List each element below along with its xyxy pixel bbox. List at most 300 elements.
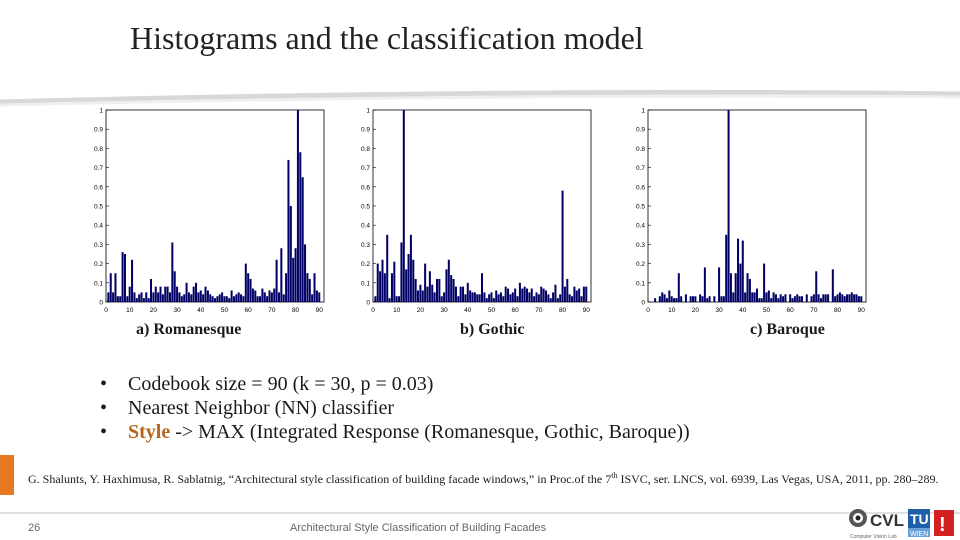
histogram-bar-gothic bbox=[498, 294, 500, 302]
histogram-bar-baroque bbox=[851, 292, 853, 302]
x-tick-label: 40 bbox=[739, 307, 747, 314]
x-tick-label: 60 bbox=[244, 307, 252, 314]
histogram-bar-gothic bbox=[502, 296, 504, 302]
histogram-bar-romanesque bbox=[117, 296, 119, 302]
histogram-bar-romanesque bbox=[164, 287, 166, 302]
histogram-bar-romanesque bbox=[231, 290, 233, 302]
histogram-bar-romanesque bbox=[240, 294, 242, 302]
histogram-bar-romanesque bbox=[190, 294, 192, 302]
histogram-bar-gothic bbox=[391, 273, 393, 302]
histogram-bar-romanesque bbox=[110, 273, 112, 302]
x-tick-label: 0 bbox=[646, 307, 650, 314]
histogram-bar-baroque bbox=[732, 292, 734, 302]
x-tick-label: 70 bbox=[535, 307, 543, 314]
histogram-bar-gothic bbox=[393, 262, 395, 302]
histogram-bar-baroque bbox=[737, 239, 739, 302]
histogram-bar-romanesque bbox=[209, 294, 211, 302]
histogram-bar-baroque bbox=[763, 264, 765, 302]
x-tick-label: 30 bbox=[715, 307, 723, 314]
histogram-bar-baroque bbox=[782, 296, 784, 302]
histogram-bar-romanesque bbox=[221, 292, 223, 302]
footer-title: Architectural Style Classification of Building Facades bbox=[290, 522, 547, 534]
x-tick-label: 10 bbox=[393, 307, 401, 314]
y-tick-label: 0 bbox=[641, 299, 645, 307]
y-tick-label: 0.9 bbox=[360, 126, 370, 134]
histogram-bar-baroque bbox=[773, 292, 775, 302]
x-tick-label: 60 bbox=[511, 307, 519, 314]
y-tick-label: 0.3 bbox=[635, 241, 645, 249]
histogram-bar-gothic bbox=[521, 289, 523, 302]
logo-subtitle: Computer Vision Lab bbox=[850, 534, 897, 540]
histogram-bar-baroque bbox=[846, 294, 848, 302]
histogram-bar-romanesque bbox=[193, 287, 195, 302]
histogram-bar-romanesque bbox=[311, 294, 313, 302]
histogram-bar-gothic bbox=[581, 296, 583, 302]
histogram-bar-romanesque bbox=[205, 287, 207, 302]
histogram-bar-romanesque bbox=[186, 283, 188, 302]
histogram-bar-romanesque bbox=[212, 296, 214, 302]
histogram-bar-romanesque bbox=[136, 298, 138, 302]
histogram-bar-gothic bbox=[450, 275, 452, 302]
histogram-bar-baroque bbox=[704, 267, 706, 302]
logo-cvl-text: CVL bbox=[870, 511, 904, 530]
y-tick-label: 0.5 bbox=[635, 203, 645, 211]
histogram-bar-romanesque bbox=[197, 292, 199, 302]
y-tick-label: 0.1 bbox=[635, 280, 645, 288]
reference-text-end: ISVC, ser. LNCS, vol. 6939, Las Vegas, USA, 2011, pp. 280–289. bbox=[617, 472, 939, 486]
x-tick-label: 20 bbox=[149, 307, 158, 314]
histogram-bar-gothic bbox=[403, 110, 405, 302]
histogram-bar-baroque bbox=[747, 273, 749, 302]
histogram-bar-romanesque bbox=[283, 294, 285, 302]
histogram-bar-gothic bbox=[476, 294, 478, 302]
histogram-bar-gothic bbox=[576, 290, 578, 302]
histogram-bar-romanesque bbox=[141, 292, 143, 302]
histogram-bar-baroque bbox=[853, 294, 855, 302]
histogram-bar-gothic bbox=[424, 264, 426, 302]
histogram-bar-romanesque bbox=[309, 279, 311, 302]
histogram-bar-gothic bbox=[408, 254, 410, 302]
histogram-bar-romanesque bbox=[264, 292, 266, 302]
histogram-bar-romanesque bbox=[235, 294, 237, 302]
y-tick-label: 0.4 bbox=[360, 222, 370, 230]
histogram-bar-gothic bbox=[453, 279, 455, 302]
footer-divider bbox=[0, 512, 960, 514]
histogram-bar-gothic bbox=[495, 290, 497, 302]
x-tick-label: 90 bbox=[582, 307, 590, 314]
histogram-bar-baroque bbox=[768, 290, 770, 302]
histogram-bar-baroque bbox=[832, 269, 834, 302]
histogram-bar-romanesque bbox=[145, 292, 147, 302]
histogram-baroque bbox=[628, 104, 868, 322]
x-tick-label: 70 bbox=[268, 307, 276, 314]
histogram-bar-romanesque bbox=[178, 292, 180, 302]
y-tick-label: 0.4 bbox=[635, 222, 645, 230]
histogram-bar-romanesque bbox=[245, 264, 247, 302]
histogram-bar-romanesque bbox=[183, 294, 185, 302]
slide-title: Histograms and the classification model bbox=[130, 20, 644, 56]
histogram-bar-gothic bbox=[462, 287, 464, 302]
y-tick-label: 1 bbox=[99, 107, 103, 115]
histogram-bar-baroque bbox=[827, 294, 829, 302]
logo-wien-text: WIEN bbox=[910, 531, 929, 538]
bullet-classifier: • Nearest Neighbor (NN) classifier bbox=[100, 396, 690, 420]
histogram-bar-romanesque bbox=[162, 294, 164, 302]
histogram-bar-romanesque bbox=[273, 289, 275, 302]
histogram-bar-gothic bbox=[426, 287, 428, 302]
x-tick-label: 10 bbox=[668, 307, 676, 314]
histogram-bar-gothic bbox=[526, 289, 528, 302]
histogram-bar-baroque bbox=[758, 298, 760, 302]
histogram-bar-romanesque bbox=[195, 283, 197, 302]
y-tick-label: 0 bbox=[366, 299, 370, 307]
histogram-bar-romanesque bbox=[266, 296, 268, 302]
histogram-bar-baroque bbox=[723, 296, 725, 302]
histogram-bar-gothic bbox=[400, 242, 402, 302]
x-tick-label: 20 bbox=[691, 307, 700, 314]
x-tick-label: 50 bbox=[220, 307, 229, 314]
caption-romanesque: a) Romanesque bbox=[136, 321, 242, 338]
y-tick-label: 0.6 bbox=[93, 184, 103, 192]
histogram-bar-romanesque bbox=[155, 287, 157, 302]
histogram-bar-baroque bbox=[825, 294, 827, 302]
histogram-bar-romanesque bbox=[112, 292, 114, 302]
histogram-bar-gothic bbox=[509, 294, 511, 302]
histogram-bar-baroque bbox=[742, 241, 744, 302]
bullet-list bbox=[100, 372, 690, 444]
histogram-bar-gothic bbox=[562, 191, 564, 302]
histogram-bar-gothic bbox=[464, 294, 466, 302]
reference-accent-bar bbox=[0, 455, 14, 495]
histogram-bar-romanesque bbox=[238, 292, 240, 302]
histogram-bar-romanesque bbox=[268, 290, 270, 302]
histogram-bar-gothic bbox=[389, 298, 391, 302]
x-tick-label: 0 bbox=[104, 307, 108, 314]
histogram-bar-gothic bbox=[472, 292, 474, 302]
histogram-bar-romanesque bbox=[261, 289, 263, 302]
histogram-bar-gothic bbox=[554, 285, 556, 302]
histogram-bar-romanesque bbox=[143, 298, 145, 302]
histogram-bar-romanesque bbox=[202, 294, 204, 302]
histogram-bar-baroque bbox=[706, 298, 708, 302]
caption-baroque: c) Baroque bbox=[750, 321, 825, 338]
y-tick-label: 1 bbox=[641, 107, 645, 115]
histogram-bar-romanesque bbox=[119, 296, 121, 302]
histogram-bar-romanesque bbox=[233, 296, 235, 302]
histogram-bar-romanesque bbox=[302, 177, 304, 302]
histogram-bar-romanesque bbox=[124, 254, 126, 302]
y-tick-label: 0 bbox=[99, 299, 103, 307]
histogram-bar-romanesque bbox=[157, 292, 159, 302]
histogram-bar-gothic bbox=[481, 273, 483, 302]
histogram-bar-gothic bbox=[566, 279, 568, 302]
histogram-bar-romanesque bbox=[216, 296, 218, 302]
style-keyword: Style bbox=[128, 421, 171, 443]
histogram-bar-romanesque bbox=[316, 290, 318, 302]
histogram-bar-baroque bbox=[848, 294, 850, 302]
histogram-bar-romanesque bbox=[314, 273, 316, 302]
histogram-bar-gothic bbox=[528, 292, 530, 302]
histogram-bar-gothic bbox=[379, 271, 381, 302]
histogram-bar-romanesque bbox=[297, 110, 299, 302]
histogram-bar-gothic bbox=[583, 287, 585, 302]
logo-exclamation: ! bbox=[939, 514, 946, 536]
histogram-bar-baroque bbox=[725, 235, 727, 302]
y-tick-label: 0.7 bbox=[93, 165, 103, 173]
x-tick-label: 40 bbox=[464, 307, 472, 314]
x-tick-label: 50 bbox=[762, 307, 771, 314]
histogram-bar-baroque bbox=[680, 296, 682, 302]
histogram-bar-gothic bbox=[422, 290, 424, 302]
histogram-bar-gothic bbox=[559, 294, 561, 302]
x-tick-label: 80 bbox=[291, 307, 300, 314]
histogram-bar-gothic bbox=[457, 296, 459, 302]
histogram-bar-baroque bbox=[659, 296, 661, 302]
reference-citation bbox=[28, 471, 938, 487]
x-tick-label: 90 bbox=[857, 307, 865, 314]
histogram-bar-gothic bbox=[573, 287, 575, 302]
histogram-bar-baroque bbox=[761, 298, 763, 302]
histogram-bar-romanesque bbox=[133, 292, 135, 302]
histogram-bar-gothic bbox=[438, 279, 440, 302]
y-tick-label: 1 bbox=[366, 107, 370, 115]
histogram-bar-baroque bbox=[822, 294, 824, 302]
histogram-bar-gothic bbox=[493, 298, 495, 302]
histogram-bar-gothic bbox=[384, 273, 386, 302]
histogram-bar-baroque bbox=[675, 298, 677, 302]
histogram-bar-baroque bbox=[756, 289, 758, 302]
histogram-bar-romanesque bbox=[306, 273, 308, 302]
caption-gothic: b) Gothic bbox=[460, 321, 525, 338]
histogram-bar-baroque bbox=[739, 264, 741, 302]
histogram-bar-romanesque bbox=[228, 298, 230, 302]
histogram-bar-gothic bbox=[512, 292, 514, 302]
x-tick-label: 80 bbox=[833, 307, 842, 314]
histogram-bar-baroque bbox=[751, 292, 753, 302]
histogram-bar-baroque bbox=[699, 294, 701, 302]
x-tick-label: 80 bbox=[558, 307, 567, 314]
histogram-bar-gothic bbox=[455, 287, 457, 302]
histogram-bar-baroque bbox=[858, 296, 860, 302]
histogram-bar-gothic bbox=[460, 287, 462, 302]
histogram-bar-baroque bbox=[673, 298, 675, 302]
y-tick-label: 0.9 bbox=[635, 126, 645, 134]
histogram-bar-romanesque bbox=[304, 244, 306, 302]
histogram-bar-gothic bbox=[550, 298, 552, 302]
histogram-bar-baroque bbox=[720, 296, 722, 302]
y-tick-label: 0.4 bbox=[93, 222, 103, 230]
x-tick-label: 70 bbox=[810, 307, 818, 314]
histogram-bar-romanesque bbox=[299, 152, 301, 302]
histogram-bar-gothic bbox=[545, 290, 547, 302]
histogram-bar-gothic bbox=[507, 289, 509, 302]
histogram-bar-gothic bbox=[415, 279, 417, 302]
histogram-bar-gothic bbox=[410, 235, 412, 302]
histogram-bar-baroque bbox=[844, 296, 846, 302]
y-tick-label: 0.8 bbox=[635, 145, 645, 153]
histogram-bar-romanesque bbox=[167, 287, 169, 302]
histogram-bar-romanesque bbox=[148, 298, 150, 302]
histogram-bar-baroque bbox=[692, 296, 694, 302]
histogram-bar-baroque bbox=[792, 298, 794, 302]
histogram-bar-baroque bbox=[806, 294, 808, 302]
histogram-bar-baroque bbox=[728, 110, 730, 302]
histogram-bar-gothic bbox=[448, 260, 450, 302]
histogram-bar-romanesque bbox=[181, 296, 183, 302]
histogram-bar-baroque bbox=[713, 296, 715, 302]
histogram-bar-gothic bbox=[431, 285, 433, 302]
histogram-bar-baroque bbox=[661, 292, 663, 302]
histogram-bar-gothic bbox=[571, 296, 573, 302]
y-tick-label: 0.2 bbox=[360, 261, 370, 269]
histogram-bar-baroque bbox=[775, 294, 777, 302]
style-rule-text: -> MAX (Integrated Response (Romanesque, Gothic, Baroque)) bbox=[170, 421, 690, 443]
y-tick-label: 0.9 bbox=[93, 126, 103, 134]
histogram-bar-gothic bbox=[429, 271, 431, 302]
histogram-bar-baroque bbox=[749, 279, 751, 302]
y-tick-label: 0.2 bbox=[93, 261, 103, 269]
histogram-bar-baroque bbox=[777, 298, 779, 302]
histogram-bar-romanesque bbox=[131, 260, 133, 302]
histogram-bar-baroque bbox=[841, 294, 843, 302]
reference-text-start: G. Shalunts, Y. Haxhimusa, R. Sablatnig, “Architectural style classification of building facade windows,” in Proc.of the 7 bbox=[28, 472, 612, 486]
y-tick-label: 0.3 bbox=[93, 241, 103, 249]
histogram-bar-gothic bbox=[398, 296, 400, 302]
histogram-bar-baroque bbox=[794, 296, 796, 302]
histogram-bar-romanesque bbox=[122, 252, 124, 302]
histogram-bar-romanesque bbox=[290, 206, 292, 302]
histogram-bar-baroque bbox=[801, 296, 803, 302]
histogram-bar-baroque bbox=[820, 298, 822, 302]
reference-superscript: th bbox=[611, 471, 618, 480]
histogram-romanesque bbox=[86, 104, 326, 322]
x-tick-label: 0 bbox=[371, 307, 375, 314]
histogram-bar-gothic bbox=[578, 289, 580, 302]
y-tick-label: 0.6 bbox=[360, 184, 370, 192]
histogram-bar-gothic bbox=[469, 290, 471, 302]
y-tick-label: 0.3 bbox=[360, 241, 370, 249]
logo-tu-text: TU bbox=[910, 511, 929, 527]
histogram-bar-gothic bbox=[374, 296, 376, 302]
histogram-bar-romanesque bbox=[219, 294, 221, 302]
y-tick-label: 0.1 bbox=[93, 280, 103, 288]
histogram-bar-romanesque bbox=[247, 273, 249, 302]
histogram-bar-baroque bbox=[796, 294, 798, 302]
histogram-bar-baroque bbox=[718, 267, 720, 302]
histogram-bar-romanesque bbox=[280, 248, 282, 302]
histogram-bar-gothic bbox=[569, 294, 571, 302]
histogram-bar-romanesque bbox=[278, 292, 280, 302]
histogram-bar-gothic bbox=[517, 296, 519, 302]
histogram-bar-romanesque bbox=[252, 289, 254, 302]
y-tick-label: 0.2 bbox=[635, 261, 645, 269]
histogram-bar-baroque bbox=[690, 296, 692, 302]
y-tick-label: 0.8 bbox=[360, 145, 370, 153]
bullet-codebook: • Codebook size = 90 (k = 30, p = 0.03) bbox=[100, 372, 690, 396]
y-tick-label: 0.5 bbox=[360, 203, 370, 211]
histogram-bar-baroque bbox=[810, 296, 812, 302]
histogram-bar-baroque bbox=[668, 290, 670, 302]
histogram-bar-baroque bbox=[730, 273, 732, 302]
histogram-bar-baroque bbox=[754, 292, 756, 302]
histogram-bar-gothic bbox=[479, 294, 481, 302]
histogram-bar-gothic bbox=[377, 264, 379, 302]
y-tick-label: 0.8 bbox=[93, 145, 103, 153]
histogram-bar-romanesque bbox=[207, 290, 209, 302]
x-tick-label: 20 bbox=[416, 307, 425, 314]
histogram-bar-romanesque bbox=[214, 298, 216, 302]
histogram-bar-gothic bbox=[434, 292, 436, 302]
histogram-bar-romanesque bbox=[254, 290, 256, 302]
x-tick-label: 30 bbox=[440, 307, 448, 314]
x-tick-label: 30 bbox=[173, 307, 181, 314]
page-number: 26 bbox=[28, 522, 41, 534]
histogram-bar-romanesque bbox=[174, 271, 176, 302]
histogram-bar-baroque bbox=[678, 273, 680, 302]
histogram-bar-gothic bbox=[445, 269, 447, 302]
histogram-bar-romanesque bbox=[171, 242, 173, 302]
histogram-bar-romanesque bbox=[226, 296, 228, 302]
histogram-bar-romanesque bbox=[150, 279, 152, 302]
histogram-bar-gothic bbox=[412, 260, 414, 302]
histogram-bar-baroque bbox=[709, 296, 711, 302]
histogram-bar-romanesque bbox=[126, 296, 128, 302]
y-tick-label: 0.1 bbox=[360, 280, 370, 288]
histogram-bar-gothic bbox=[533, 296, 535, 302]
histogram-bar-romanesque bbox=[242, 296, 244, 302]
y-tick-label: 0.7 bbox=[360, 165, 370, 173]
histogram-bar-gothic bbox=[535, 292, 537, 302]
histogram-bar-gothic bbox=[505, 287, 507, 302]
histogram-bar-baroque bbox=[770, 298, 772, 302]
histogram-bar-romanesque bbox=[138, 294, 140, 302]
histogram-bar-gothic bbox=[524, 287, 526, 302]
histogram-bar-baroque bbox=[834, 296, 836, 302]
histogram-bar-gothic bbox=[564, 287, 566, 302]
y-tick-label: 0.6 bbox=[635, 184, 645, 192]
histogram-bar-romanesque bbox=[169, 292, 171, 302]
histogram-bar-romanesque bbox=[295, 248, 297, 302]
histogram-bar-gothic bbox=[483, 292, 485, 302]
histogram-bar-gothic bbox=[540, 287, 542, 302]
histogram-bar-romanesque bbox=[107, 292, 109, 302]
histogram-bar-romanesque bbox=[250, 279, 252, 302]
histogram-bar-gothic bbox=[552, 292, 554, 302]
cvl-tu-wien-logo bbox=[846, 506, 958, 540]
histogram-bar-romanesque bbox=[257, 296, 259, 302]
histogram-bar-gothic bbox=[486, 298, 488, 302]
histogram-bar-gothic bbox=[386, 235, 388, 302]
histogram-bar-gothic bbox=[547, 294, 549, 302]
histogram-bar-romanesque bbox=[259, 296, 261, 302]
histogram-bar-romanesque bbox=[285, 273, 287, 302]
histogram-bar-baroque bbox=[839, 292, 841, 302]
histogram-bar-gothic bbox=[500, 292, 502, 302]
histogram-bar-baroque bbox=[654, 298, 656, 302]
histogram-bar-romanesque bbox=[159, 287, 161, 302]
histogram-bar-baroque bbox=[666, 298, 668, 302]
histogram-bar-baroque bbox=[685, 294, 687, 302]
histogram-bar-baroque bbox=[780, 294, 782, 302]
x-tick-label: 10 bbox=[126, 307, 134, 314]
histogram-bar-gothic bbox=[543, 289, 545, 302]
histogram-bar-baroque bbox=[799, 296, 801, 302]
histogram-bar-baroque bbox=[818, 294, 820, 302]
x-tick-label: 50 bbox=[487, 307, 496, 314]
histogram-bar-gothic bbox=[381, 260, 383, 302]
histogram-bar-gothic bbox=[417, 290, 419, 302]
histogram-bar-romanesque bbox=[276, 260, 278, 302]
